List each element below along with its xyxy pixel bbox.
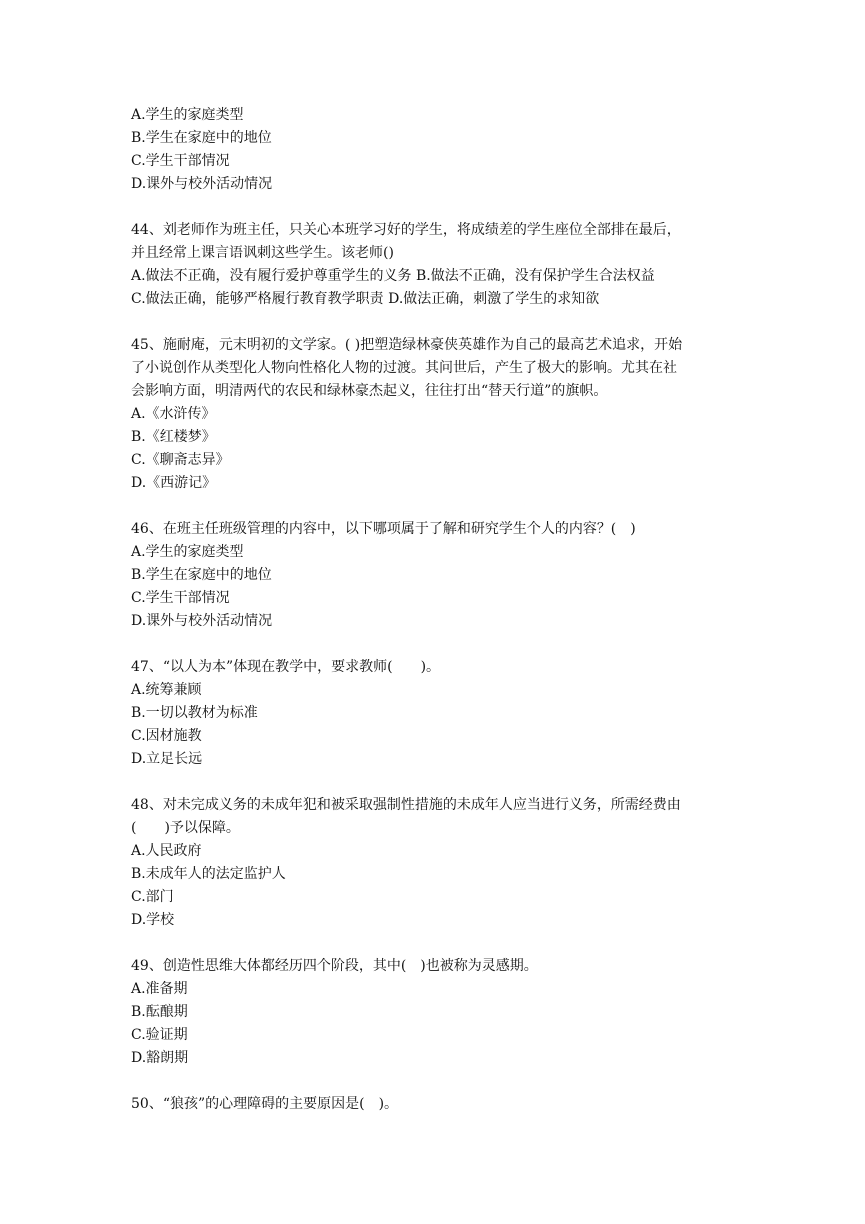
option-d: D.豁朗期 [131,1050,189,1066]
question-text-line: 45、施耐庵，元末明初的文学家。( )把塑造绿林豪侠英雄作为自己的最高艺术追求，开始 [131,337,683,353]
question-text-line: ( )予以保障。 [131,820,240,836]
question-text-line: 48、对未完成义务的未成年犯和被采取强制性措施的未成年人应当进行义务，所需经费由 [131,797,681,813]
question-block-continued [131,104,741,196]
option-line: C.做法正确，能够严格履行教育教学职责 D.做法正确，刺激了学生的求知欲 [131,291,600,307]
option-b: B.一切以教材为标准 [131,705,258,721]
question-45 [131,334,741,495]
option-a: A.学生的家庭类型 [131,544,244,560]
option-b: B.未成年人的法定监护人 [131,866,286,882]
option-a: A.学生的家庭类型 [131,107,244,123]
question-text-line: 46、在班主任班级管理的内容中，以下哪项属于了解和研究学生个人的内容？( ) [131,521,636,537]
question-50 [131,1093,741,1116]
option-c: C.学生干部情况 [131,153,230,169]
option-c: C.验证期 [131,1027,188,1043]
question-text-line: 了小说创作从类型化人物向性格化人物的过渡。其问世后，产生了极大的影响。尤其在社 [131,360,677,376]
question-47 [131,656,741,771]
option-line: A.做法不正确，没有履行爱护尊重学生的义务 B.做法不正确，没有保护学生合法权益 [131,268,655,284]
option-d: D.课外与校外活动情况 [131,613,273,629]
document-content [131,104,741,1139]
option-a: A.统筹兼顾 [131,682,202,698]
question-text-line: 会影响方面，明清两代的农民和绿林豪杰起义，往往打出“替天行道”的旗帜。 [131,383,608,399]
option-a: A.《水浒传》 [131,406,216,422]
option-c: C.学生干部情况 [131,590,230,606]
question-text-line: 并且经常上课言语讽刺这些学生。该老师() [131,245,394,261]
option-d: D.立足长远 [131,751,203,767]
option-d: D.学校 [131,912,175,928]
question-text-line: 47、“以人为本”体现在教学中，要求教师( )。 [131,659,441,675]
question-text-line: 49、创造性思维大体都经历四个阶段，其中( )也被称为灵感期。 [131,958,538,974]
question-49 [131,955,741,1070]
option-c: C.《聊斋志异》 [131,452,230,468]
question-46 [131,518,741,633]
option-b: B.《红楼梦》 [131,429,216,445]
option-d: D.课外与校外活动情况 [131,176,273,192]
question-text-line: 50、“狼孩”的心理障碍的主要原因是( )。 [131,1096,399,1112]
option-a: A.人民政府 [131,843,202,859]
question-48 [131,794,741,932]
option-b: B.学生在家庭中的地位 [131,130,272,146]
option-b: B.学生在家庭中的地位 [131,567,272,583]
question-text-line: 44、刘老师作为班主任，只关心本班学习好的学生，将成绩差的学生座位全部排在最后， [131,222,681,238]
option-c: C.部门 [131,889,174,905]
option-a: A.准备期 [131,981,188,997]
option-b: B.酝酿期 [131,1004,188,1020]
question-44 [131,219,741,311]
option-d: D.《西游记》 [131,475,217,491]
option-c: C.因材施教 [131,728,202,744]
